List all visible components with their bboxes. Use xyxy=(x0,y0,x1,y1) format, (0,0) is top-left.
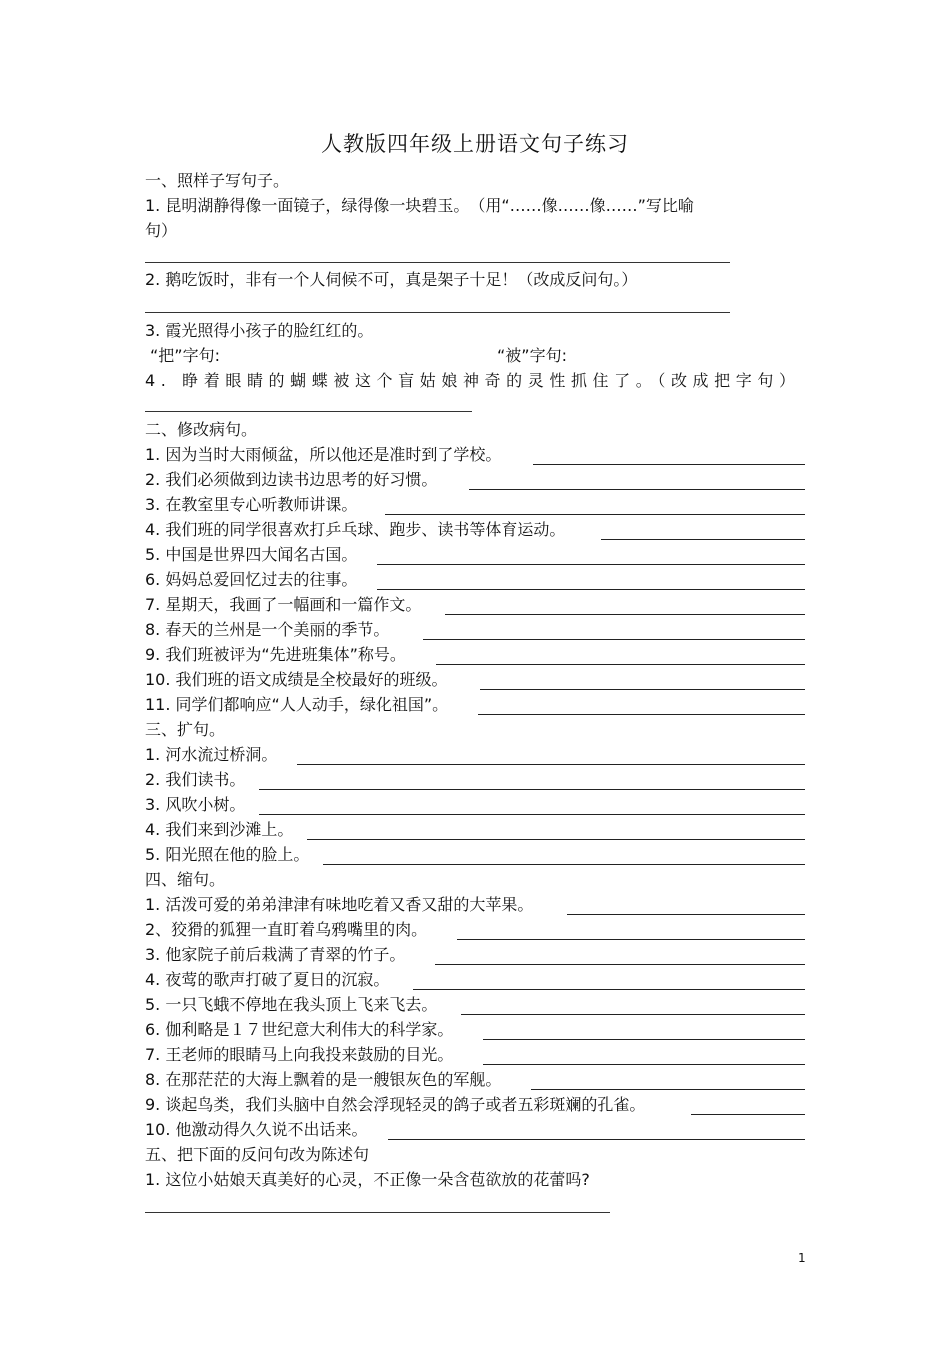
answer-line[interactable] xyxy=(445,596,805,615)
answer-line[interactable] xyxy=(145,411,472,412)
s2-item: 1. 因为当时大雨倾盆，所以他还是准时到了学校。 xyxy=(145,442,805,467)
s4-item: 7. 王老师的眼睛马上向我投来鼓励的目光。 xyxy=(145,1042,805,1067)
answer-line[interactable] xyxy=(388,1121,805,1140)
s2-item: 10. 我们班的语文成绩是全校最好的班级。 xyxy=(145,667,805,692)
s2-item: 8. 春天的兰州是一个美丽的季节。 xyxy=(145,617,805,642)
s2-item: 9. 我们班被评为“先进班集体”称号。 xyxy=(145,642,805,667)
s2-item: 11. 同学们都响应“人人动手，绿化祖国”。 xyxy=(145,692,805,717)
s3-item: 4. 我们来到沙滩上。 xyxy=(145,817,805,842)
s2-item: 6. 妈妈总爱回忆过去的往事。 xyxy=(145,567,805,592)
section-3-heading: 三、扩句。 xyxy=(145,720,226,739)
section-2-heading: 二、修改病句。 xyxy=(145,420,258,439)
answer-line[interactable] xyxy=(307,821,805,840)
s4-item: 6. 伽利略是１７世纪意大利伟大的科学家。 xyxy=(145,1017,805,1042)
answer-line[interactable] xyxy=(533,446,805,465)
answer-line[interactable] xyxy=(413,971,805,990)
s4-item: 10. 他激动得久久说不出话来。 xyxy=(145,1117,805,1142)
s2-item: 7. 星期天，我画了一幅画和一篇作文。 xyxy=(145,592,805,617)
answer-line[interactable] xyxy=(145,262,730,263)
answer-line[interactable] xyxy=(478,696,805,715)
page-number: 1 xyxy=(798,1251,806,1265)
answer-line[interactable] xyxy=(457,921,805,940)
section-5-heading: 五、把下面的反问句改为陈述句 xyxy=(145,1145,370,1164)
s2-item: 2. 我们必须做到边读书边思考的好习惯。 xyxy=(145,467,805,492)
answer-line[interactable] xyxy=(377,546,805,565)
s3-item: 2. 我们读书。 xyxy=(145,767,805,792)
s4-item: 2、狡猾的狐狸一直盯着乌鸦嘴里的肉。 xyxy=(145,917,805,942)
s3-item: 3. 风吹小树。 xyxy=(145,792,805,817)
answer-line[interactable] xyxy=(691,1096,805,1115)
s4-item: 4. 夜莺的歌声打破了夏日的沉寂。 xyxy=(145,967,805,992)
s5-question-1: 1. 这位小姑娘天真美好的心灵，不正像一朵含苞欲放的花蕾吗? xyxy=(145,1170,590,1189)
answer-line[interactable] xyxy=(461,996,805,1015)
s1-question-1-line-2: 句） xyxy=(145,221,178,240)
s4-item: 3. 他家院子前后栽满了青翠的竹子。 xyxy=(145,942,805,967)
s3-item: 1. 河水流过桥洞。 xyxy=(145,742,805,767)
s1-question-3: 3. 霞光照得小孩子的脸红红的。 xyxy=(145,321,374,340)
answer-line[interactable] xyxy=(145,1212,610,1213)
ba-sentence-label: “把”字句: xyxy=(150,346,220,365)
answer-line[interactable] xyxy=(377,571,805,590)
answer-line[interactable] xyxy=(469,471,805,490)
s3-item: 5. 阳光照在他的脸上。 xyxy=(145,842,805,867)
section-4-heading: 四、缩句。 xyxy=(145,870,226,889)
section-1-heading: 一、照样子写句子。 xyxy=(145,171,290,190)
answer-line[interactable] xyxy=(145,312,730,313)
answer-line[interactable] xyxy=(323,846,805,865)
s1-question-1-line-1: 1. 昆明湖静得像一面镜子，绿得像一块碧玉。 （用“……像……像……”写比喻 xyxy=(145,196,694,215)
answer-line[interactable] xyxy=(483,1021,805,1040)
s2-item: 5. 中国是世界四大闻名古国。 xyxy=(145,542,805,567)
answer-line[interactable] xyxy=(385,496,805,515)
answer-line[interactable] xyxy=(297,746,805,765)
s1-question-2: 2. 鹅吃饭时，非有一个人伺候不可，真是架子十足！（改成反问句。） xyxy=(145,270,638,289)
page-title: 人教版四年级上册语文句子练习 xyxy=(321,132,629,156)
s4-item: 9. 谈起鸟类，我们头脑中自然会浮现轻灵的鸽子或者五彩斑斓的孔雀。 xyxy=(145,1092,805,1117)
s2-item: 3. 在教室里专心听教师讲课。 xyxy=(145,492,805,517)
answer-line[interactable] xyxy=(567,896,805,915)
bei-sentence-label: “被”字句: xyxy=(497,346,567,365)
s1-question-4: 4. 睁着眼睛的蝴蝶被这个盲姑娘神奇的灵性抓住了。（改成把字句） xyxy=(145,371,801,390)
s2-item: 4. 我们班的同学很喜欢打乒乓球、跑步、读书等体育运动。 xyxy=(145,517,805,542)
answer-line[interactable] xyxy=(259,796,805,815)
answer-line[interactable] xyxy=(436,646,805,665)
answer-line[interactable] xyxy=(480,671,805,690)
s4-item: 5. 一只飞蛾不停地在我头顶上飞来飞去。 xyxy=(145,992,805,1017)
s4-item: 8. 在那茫茫的大海上飘着的是一艘银灰色的军舰。 xyxy=(145,1067,805,1092)
answer-line[interactable] xyxy=(531,1071,805,1090)
answer-line[interactable] xyxy=(423,621,805,640)
answer-line[interactable] xyxy=(259,771,805,790)
answer-line[interactable] xyxy=(483,1046,805,1065)
answer-line[interactable] xyxy=(435,946,805,965)
s4-item: 1. 活泼可爱的弟弟津津有味地吃着又香又甜的大苹果。 xyxy=(145,892,805,917)
answer-line[interactable] xyxy=(601,521,805,540)
